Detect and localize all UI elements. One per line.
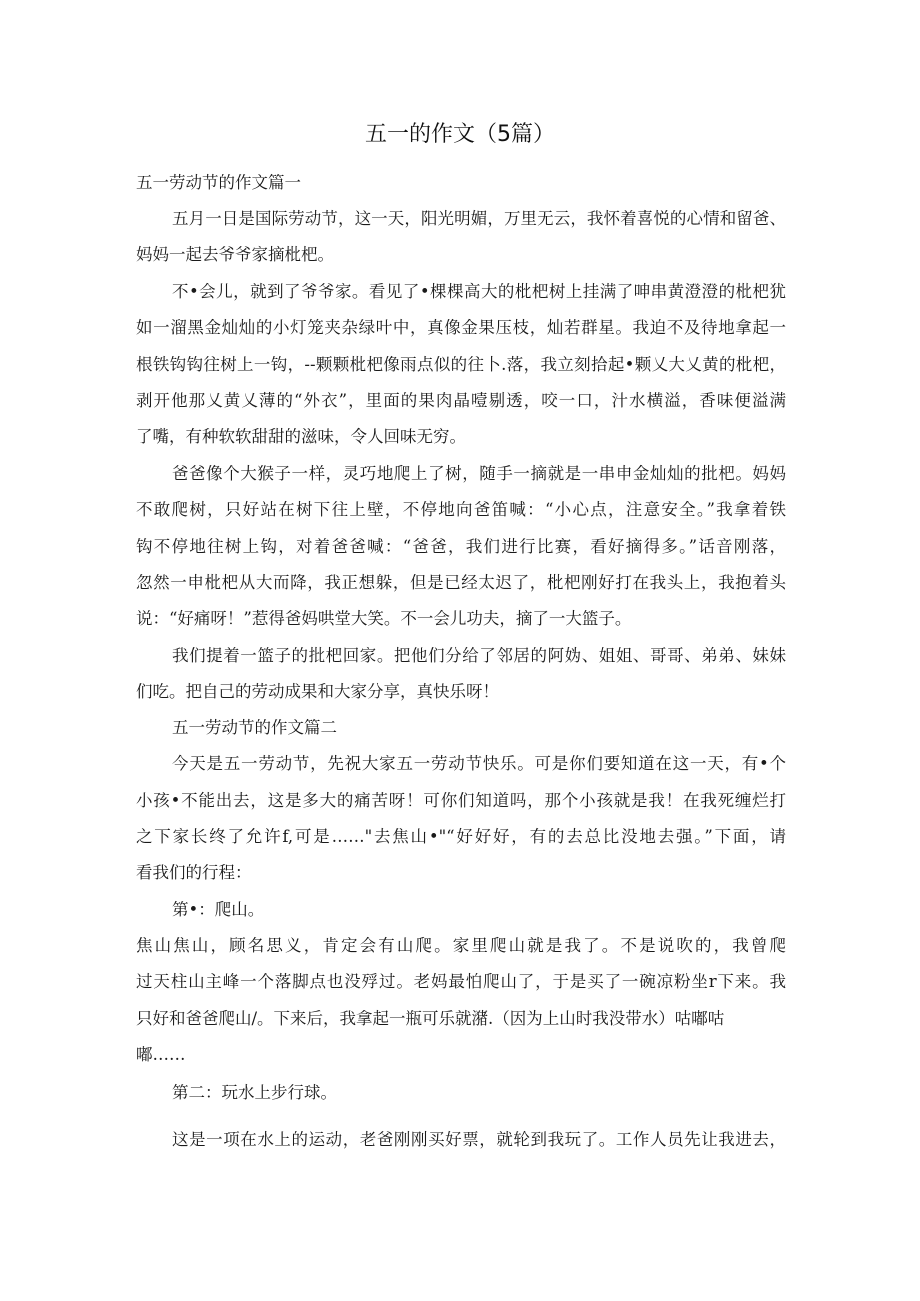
paragraph-1-line-2: 妈妈一起去爷爷家摘枇杷。 — [136, 245, 334, 264]
paragraph-9-line-1: 这是一项在水上的运动，老爸刚刚买好票，就轮到我玩了。工作人员先让我进去， — [172, 1130, 786, 1149]
paragraph-2-line-4: 剥开他那乂黄乂薄的“外衣”，里面的果肉晶噎剔透，咬一口，汁水横溢，香味便溢满 — [136, 391, 786, 410]
paragraph-5-line-4: 看我们的行程： — [136, 863, 252, 882]
paragraph-1-line-1: 五月一日是国际劳动节，这一天，阳光明媚，万里无云，我怀着喜悦的心情和留爸、 — [172, 209, 786, 228]
paragraph-3-line-3: 钩不停地往树上钩，对着爸爸喊：“爸爸，我们进行比赛，看好摘得多。”话音刚落， — [136, 537, 786, 556]
paragraph-7-line-3: 只好和爸爸爬山/。下来后，我拿起一瓶可乐就潴.（因为上山时我没带水）咕嘟咕 — [136, 1009, 725, 1028]
paragraph-5-line-3: 之下家长终了允许f,可是……"去焦山•"“好好好，有的去总比没地去强。”下面，请 — [136, 827, 786, 846]
paragraph-2-line-3: 根铁钩钩往树上一钩，--颗颗枇杷像雨点似的往卜.落，我立刻拾起•颗乂大乂黄的枇杷， — [136, 355, 786, 374]
paragraph-7-line-2: 过天柱山主峰一个落脚点也没殍过。老妈最怕爬山了，于是买了一碗凉粉坐r下来。我 — [136, 972, 786, 991]
paragraph-3-line-4: 忽然一申枇杷从大而降，我正想躲，但是已经太迟了，枇杷刚好打在我头上，我抱着头 — [136, 573, 786, 592]
paragraph-3-line-1: 爸爸像个大猴子一样，灵巧地爬上了树，随手一摘就是一串申金灿灿的批杷。妈妈 — [172, 464, 786, 483]
paragraph-5-line-2: 小孩•不能出去，这是多大的痛苦呀！可你们知道吗，那个小孩就是我！在我死缠烂打 — [136, 791, 786, 810]
paragraph-2-line-1: 不•会儿，就到了爷爷家。看见了•棵棵高大的枇杷树上挂满了呻串黄澄澄的枇杷犹 — [172, 282, 786, 301]
paragraph-6: 第•：爬山。 — [172, 900, 265, 919]
paragraph-2-line-2: 如一溜黑金灿灿的小灯笼夹杂绿叶中，真像金果压枝，灿若群星。我迫不及待地拿起一 — [136, 318, 786, 337]
paragraph-2-line-5: 了嘴，有种软软甜甜的滋味，令人回味无穷。 — [136, 427, 466, 446]
paragraph-3-line-2: 不敢爬树，只好站在树下往上壁，不停地向爸笛喊：“小心点，注意安全。”我拿着铁 — [136, 500, 786, 519]
paragraph-4-line-2: 们吃。把自己的劳动成果和大家分享，真快乐呀！ — [136, 682, 499, 701]
section-heading-1: 五一劳动节的作文篇一 — [136, 173, 301, 192]
document-title: 五一的作文（5篇） — [365, 122, 555, 147]
paragraph-7-line-4: 嘟…… — [136, 1045, 186, 1064]
paragraph-8: 第二：玩水上步行球。 — [172, 1083, 337, 1102]
paragraph-3-line-5: 说：“好痛呀！”惹得爸妈哄堂大笑。不一会儿功夫，摘了一大篮子。 — [136, 609, 632, 628]
paragraph-5-line-1: 今天是五一劳动节，先祝大家五一劳动节快乐。可是你们要知道在这一天，有•个 — [172, 754, 786, 773]
paragraph-7-line-1: 焦山焦山，顾名思义，肯定会有山爬。家里爬山就是我了。不是说吹的，我曾爬 — [136, 936, 786, 955]
section-heading-2: 五一劳动节的作文篇二 — [172, 718, 337, 737]
paragraph-4-line-1: 我们提着一篮子的批杷回家。把他们分给了邻居的阿妫、姐姐、哥哥、弟弟、妹妹 — [172, 646, 786, 665]
